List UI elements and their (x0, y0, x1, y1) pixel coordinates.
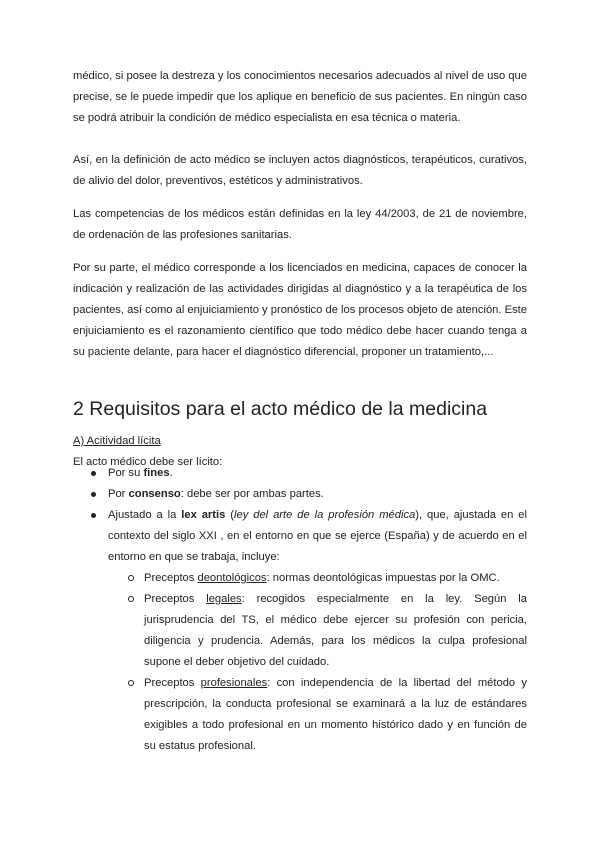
item-text: Preceptos (144, 572, 198, 584)
paragraph-text: Las competencias de los médicos están definidas en la ley 44/2003, de 21 de noviembre, de ordenación de las profesiones sanitarias. (73, 208, 527, 241)
item-italic-text: ley del arte de la profesión médica (234, 509, 416, 521)
item-text: : normas deontológicas impuestas por la OMC. (266, 572, 500, 584)
sublist-item (108, 568, 527, 589)
item-text: Por (108, 488, 129, 500)
item-text: Preceptos (144, 677, 201, 689)
paragraph-4 (73, 258, 527, 363)
requirements-list (73, 463, 527, 757)
paragraph-1 (73, 66, 527, 129)
item-underlined-text: legales (206, 593, 242, 605)
precepts-sublist (108, 568, 527, 757)
item-text: : debe ser por ambas partes. (180, 488, 324, 500)
paragraph-text: Así, en la definición de acto médico se incluyen actos diagnósticos, terapéuticos, curativos, de alivio del dolor, preventivos, estéticos y administrativos. (73, 154, 527, 187)
list-item (73, 505, 527, 757)
paragraph-3 (73, 204, 527, 246)
item-text: ( (225, 509, 234, 521)
section-intro: El acto médico debe ser lícito: (73, 456, 223, 468)
item-text: : recogidos especialmente en la ley. Según la jurisprudencia del TS, el médico debe ejercer su profesión con pericia, diligencia y prudencia. Además, para los médicos la culpa profesional supone el deber objetivo del cuidado. (144, 593, 527, 668)
section-heading: 2 Requisitos para el acto médico de la medicina (73, 398, 488, 420)
section-subheading: A) Acitividad lícita (73, 435, 161, 447)
item-bold-text: consenso (128, 488, 181, 500)
item-bold-text: fines (143, 467, 170, 479)
item-text: : con independencia de la libertad del método y prescripción, la conducta profesional se examinará a la luz de estándares exigibles a todo profesional en un momento histórico dado y en función de su estatus profesional. (144, 677, 528, 752)
item-bold-text: lex artis (181, 509, 226, 521)
item-underlined-text: profesionales (200, 677, 268, 689)
item-text: ), que, ajustada en el contexto del siglo XXI , en el entorno en que se ejerce (España) y de acuerdo en el entorno en que se trabaja, incluye: (108, 509, 527, 563)
list-item (73, 484, 527, 505)
item-text: Ajustado a la (108, 509, 182, 521)
item-text: Preceptos (144, 593, 207, 605)
paragraph-text: Por su parte, el médico corresponde a los licenciados en medicina, capaces de conocer la indicación y realización de las actividades dirigidas al diagnóstico y a la terapéutica de los pacientes, así como al enjuiciamiento y pronóstico de los procesos objeto de atención. Este enjuiciamiento es el razonamiento científico que todo médico debe hacer cuando tenga a su paciente delante, para hacer el diagnóstico diferencial, proponer un tratamiento,... (73, 262, 527, 358)
paragraph-2 (73, 150, 527, 192)
list-item (73, 463, 527, 484)
item-text: . (169, 467, 173, 479)
sublist-item (108, 673, 527, 757)
item-text: Por su (108, 467, 144, 479)
sublist-item (108, 589, 527, 673)
item-underlined-text: deontológicos (197, 572, 267, 584)
paragraph-text: médico, si posee la destreza y los conocimientos necesarios adecuados al nivel de uso que precise, se le puede impedir que los aplique en beneficio de sus pacientes. En ningún caso se podrá atribuir la condición de médico especialista en esa técnica o materia. (73, 70, 527, 124)
